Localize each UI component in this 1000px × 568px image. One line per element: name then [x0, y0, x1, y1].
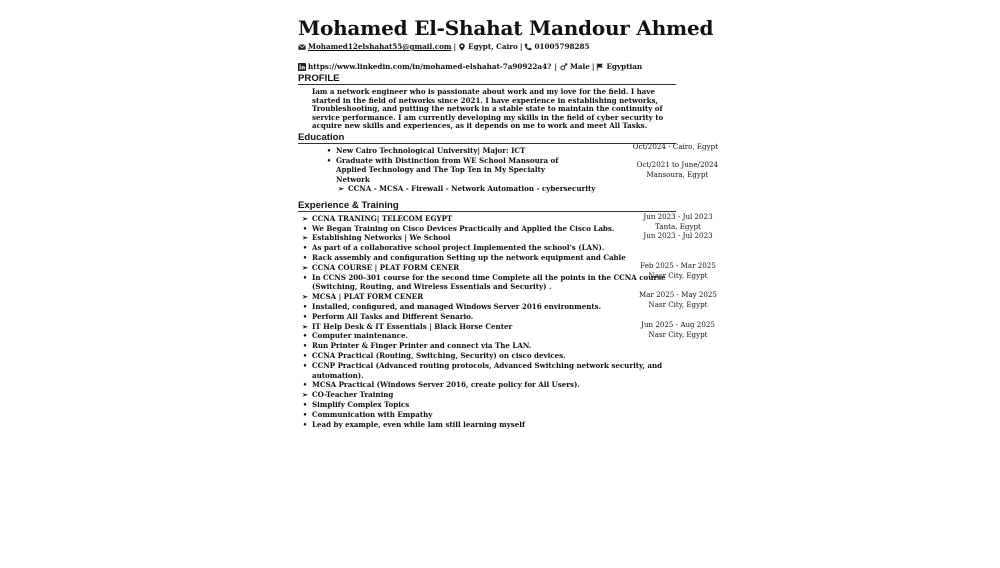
experience-text: We Began Training on Cisco Devices Practically and Applied the Cisco Labs. — [312, 223, 615, 233]
education-text: CCNA - MCSA - Firewall - Network Automation - cybersecurity — [348, 183, 596, 193]
experience-text: As part of a collaborative school project Implemented the school's (LAN). — [312, 243, 605, 253]
bullet: ➢ — [302, 233, 308, 243]
experience-text: CO-Teacher Training — [312, 390, 394, 400]
bullet: ➢ — [338, 183, 344, 193]
bullet: • — [302, 243, 308, 253]
experience-entry — [298, 400, 698, 410]
experience-date: Feb 2025 - Mar 2025 — [640, 260, 716, 270]
experience-item — [298, 400, 718, 410]
experience-text: Communication with Empathy — [312, 409, 433, 419]
experience-text: Run Printer & Finger Printer and connect via The LAN. — [312, 341, 532, 351]
experience-entry — [298, 233, 618, 243]
gender-icon — [560, 63, 568, 71]
experience-entry — [298, 302, 698, 312]
bullet: ➢ — [302, 390, 308, 400]
profile-text: Iam a network engineer who is passionate about work and my love for the field. I have started in the field of networks since 2021. I have experience in establishing networks, Troubleshooting, and putting the network in a stable state to maintain the continuity of service performance. I am currently developing my skills in the field of cyber security to acquire new skills and experiences, as it depends on me to work and meet All Tasks. — [312, 87, 664, 131]
education-list — [298, 141, 718, 194]
bullet: • — [302, 301, 308, 311]
resume-page — [298, 14, 718, 429]
separator: | — [453, 42, 457, 51]
education-heading: Education — [298, 132, 676, 144]
experience-text: CCNA TRANING| TELECOM EGYPT — [312, 213, 453, 223]
bullet: • — [302, 350, 308, 360]
experience-text: CCNP Practical (Advanced routing protocols, Advanced Switching network security, and automation). — [312, 360, 663, 380]
experience-item — [298, 390, 718, 400]
flag-icon — [596, 63, 604, 71]
experience-text: Simplify Complex Topics — [312, 399, 410, 409]
bullet: • — [302, 409, 308, 419]
bullet: ➢ — [302, 262, 308, 272]
bullet: • — [302, 419, 308, 429]
education-date-block — [637, 160, 718, 180]
gender-text: Male — [569, 62, 590, 71]
experience-text: CCNA COURSE | PLAT FORM CENER — [312, 262, 460, 272]
nationality-text: Egyptian — [606, 62, 643, 71]
bullet: • — [302, 360, 308, 370]
phone-icon — [524, 43, 532, 51]
experience-entry — [298, 322, 618, 332]
bullet: • — [302, 380, 308, 390]
contact-line-1 — [298, 42, 718, 52]
experience-entry — [298, 341, 698, 351]
experience-entry — [298, 420, 698, 430]
experience-item — [298, 331, 718, 341]
contact-line-2 — [298, 62, 718, 72]
experience-text: Establishing Networks | We School — [312, 233, 451, 243]
experience-text: Installed, configured, and managed Windows Server 2016 environments. — [312, 301, 602, 311]
experience-date: Jun 2025 - Aug 2025 — [641, 319, 715, 329]
experience-text: Perform All Tasks and Different Senario. — [312, 311, 474, 321]
bullet: • — [302, 272, 308, 282]
experience-text: MCSA Practical (Windows Server 2016, create policy for All Users). — [312, 380, 580, 390]
education-place: Mansoura, Egypt — [646, 169, 709, 179]
experience-date: Mar 2025 - May 2025 — [639, 290, 717, 300]
experience-entry — [298, 380, 698, 390]
experience-entry — [298, 214, 618, 224]
separator: | — [519, 42, 523, 51]
experience-place: Nasr City, Egypt — [648, 329, 708, 339]
experience-heading: Experience & Training — [298, 200, 676, 212]
envelope-icon — [298, 43, 306, 51]
experience-item — [298, 410, 718, 420]
experience-date: Jun 2023 - Jul 2023 — [643, 231, 713, 241]
resume-name: Mohamed El-Shahat Mandour Ahmed — [298, 16, 714, 40]
bullet: ➢ — [302, 213, 308, 223]
experience-item — [298, 380, 718, 390]
experience-date: Jun 2023 - Jul 2023 — [643, 211, 713, 221]
education-item — [298, 156, 718, 184]
bullet: ➢ — [302, 321, 308, 331]
experience-date-block — [628, 231, 728, 241]
bullet: • — [302, 252, 308, 262]
bullet: • — [326, 155, 332, 165]
experience-place: Nasr City, Egypt — [648, 300, 708, 310]
location-text: Egypt, Cairo — [468, 42, 518, 51]
experience-text: In CCNS 200-301 course for the second time Complete all the points in the CCNA course (Switching, Routing, and Wireless Essentials and Security) . — [312, 272, 666, 292]
education-text: New Cairo Technological University| Major: ICT — [336, 145, 526, 155]
bullet: • — [302, 399, 308, 409]
linkedin-icon — [298, 63, 306, 71]
education-item — [298, 141, 718, 156]
education-item — [298, 184, 718, 194]
experience-item — [298, 351, 718, 361]
experience-item — [298, 341, 718, 351]
experience-entry — [298, 243, 698, 253]
experience-list — [298, 211, 718, 430]
experience-item — [298, 302, 718, 312]
bullet: ➢ — [302, 292, 308, 302]
education-text: Graduate with Distinction from WE School Mansoura of Applied Technology and The Top Ten in My Specialty Network — [336, 155, 559, 184]
education-date: Oct/2024 - Cairo, Egypt — [632, 141, 718, 151]
experience-entry — [298, 390, 698, 400]
bullet: • — [302, 331, 308, 341]
experience-entry — [298, 263, 618, 273]
experience-entry — [298, 410, 698, 420]
education-date: Oct/2021 to June/2024 — [636, 159, 718, 169]
education-entry — [298, 184, 634, 194]
bullet: • — [326, 145, 332, 155]
experience-entry — [298, 331, 698, 341]
education-date-block — [633, 142, 718, 152]
experience-item — [298, 233, 718, 243]
bullet: • — [302, 341, 308, 351]
experience-entry — [298, 351, 698, 361]
separator: | — [591, 62, 595, 71]
linkedin-link[interactable]: https://www.linkedin.com/in/mohamed-elshahat-7a90922a4? — [308, 62, 552, 71]
experience-item — [298, 260, 718, 280]
email-link[interactable]: Mohamed12elshahat55@gmail.com — [308, 42, 452, 51]
bullet: • — [302, 311, 308, 321]
experience-text: Computer maintenance. — [312, 331, 408, 341]
experience-place: Nasr City, Egypt — [648, 270, 708, 280]
separator: | — [554, 62, 557, 71]
education-entry — [298, 146, 622, 156]
profile-heading: PROFILE — [298, 73, 676, 85]
phone-text: 01005798285 — [534, 42, 590, 51]
map-marker-icon — [458, 43, 466, 51]
experience-item — [298, 361, 718, 381]
experience-text: Rack assembly and configuration Setting up the network equipment and Cable — [312, 252, 626, 262]
experience-place: Tanta, Egypt — [655, 221, 701, 231]
experience-text: IT Help Desk & IT Essentials | Black Horse Center — [312, 321, 513, 331]
experience-entry — [298, 361, 698, 381]
experience-text: MCSA | PLAT FORM CENER — [312, 292, 424, 302]
experience-entry — [298, 292, 618, 302]
experience-text: Lead by example, even while Iam still learning myself — [312, 419, 526, 429]
experience-text: CCNA Practical (Routing, Switching, Security) on cisco devices. — [312, 350, 566, 360]
experience-item — [298, 420, 718, 430]
bullet: • — [302, 223, 308, 233]
experience-item — [298, 243, 718, 253]
education-entry — [298, 156, 562, 184]
